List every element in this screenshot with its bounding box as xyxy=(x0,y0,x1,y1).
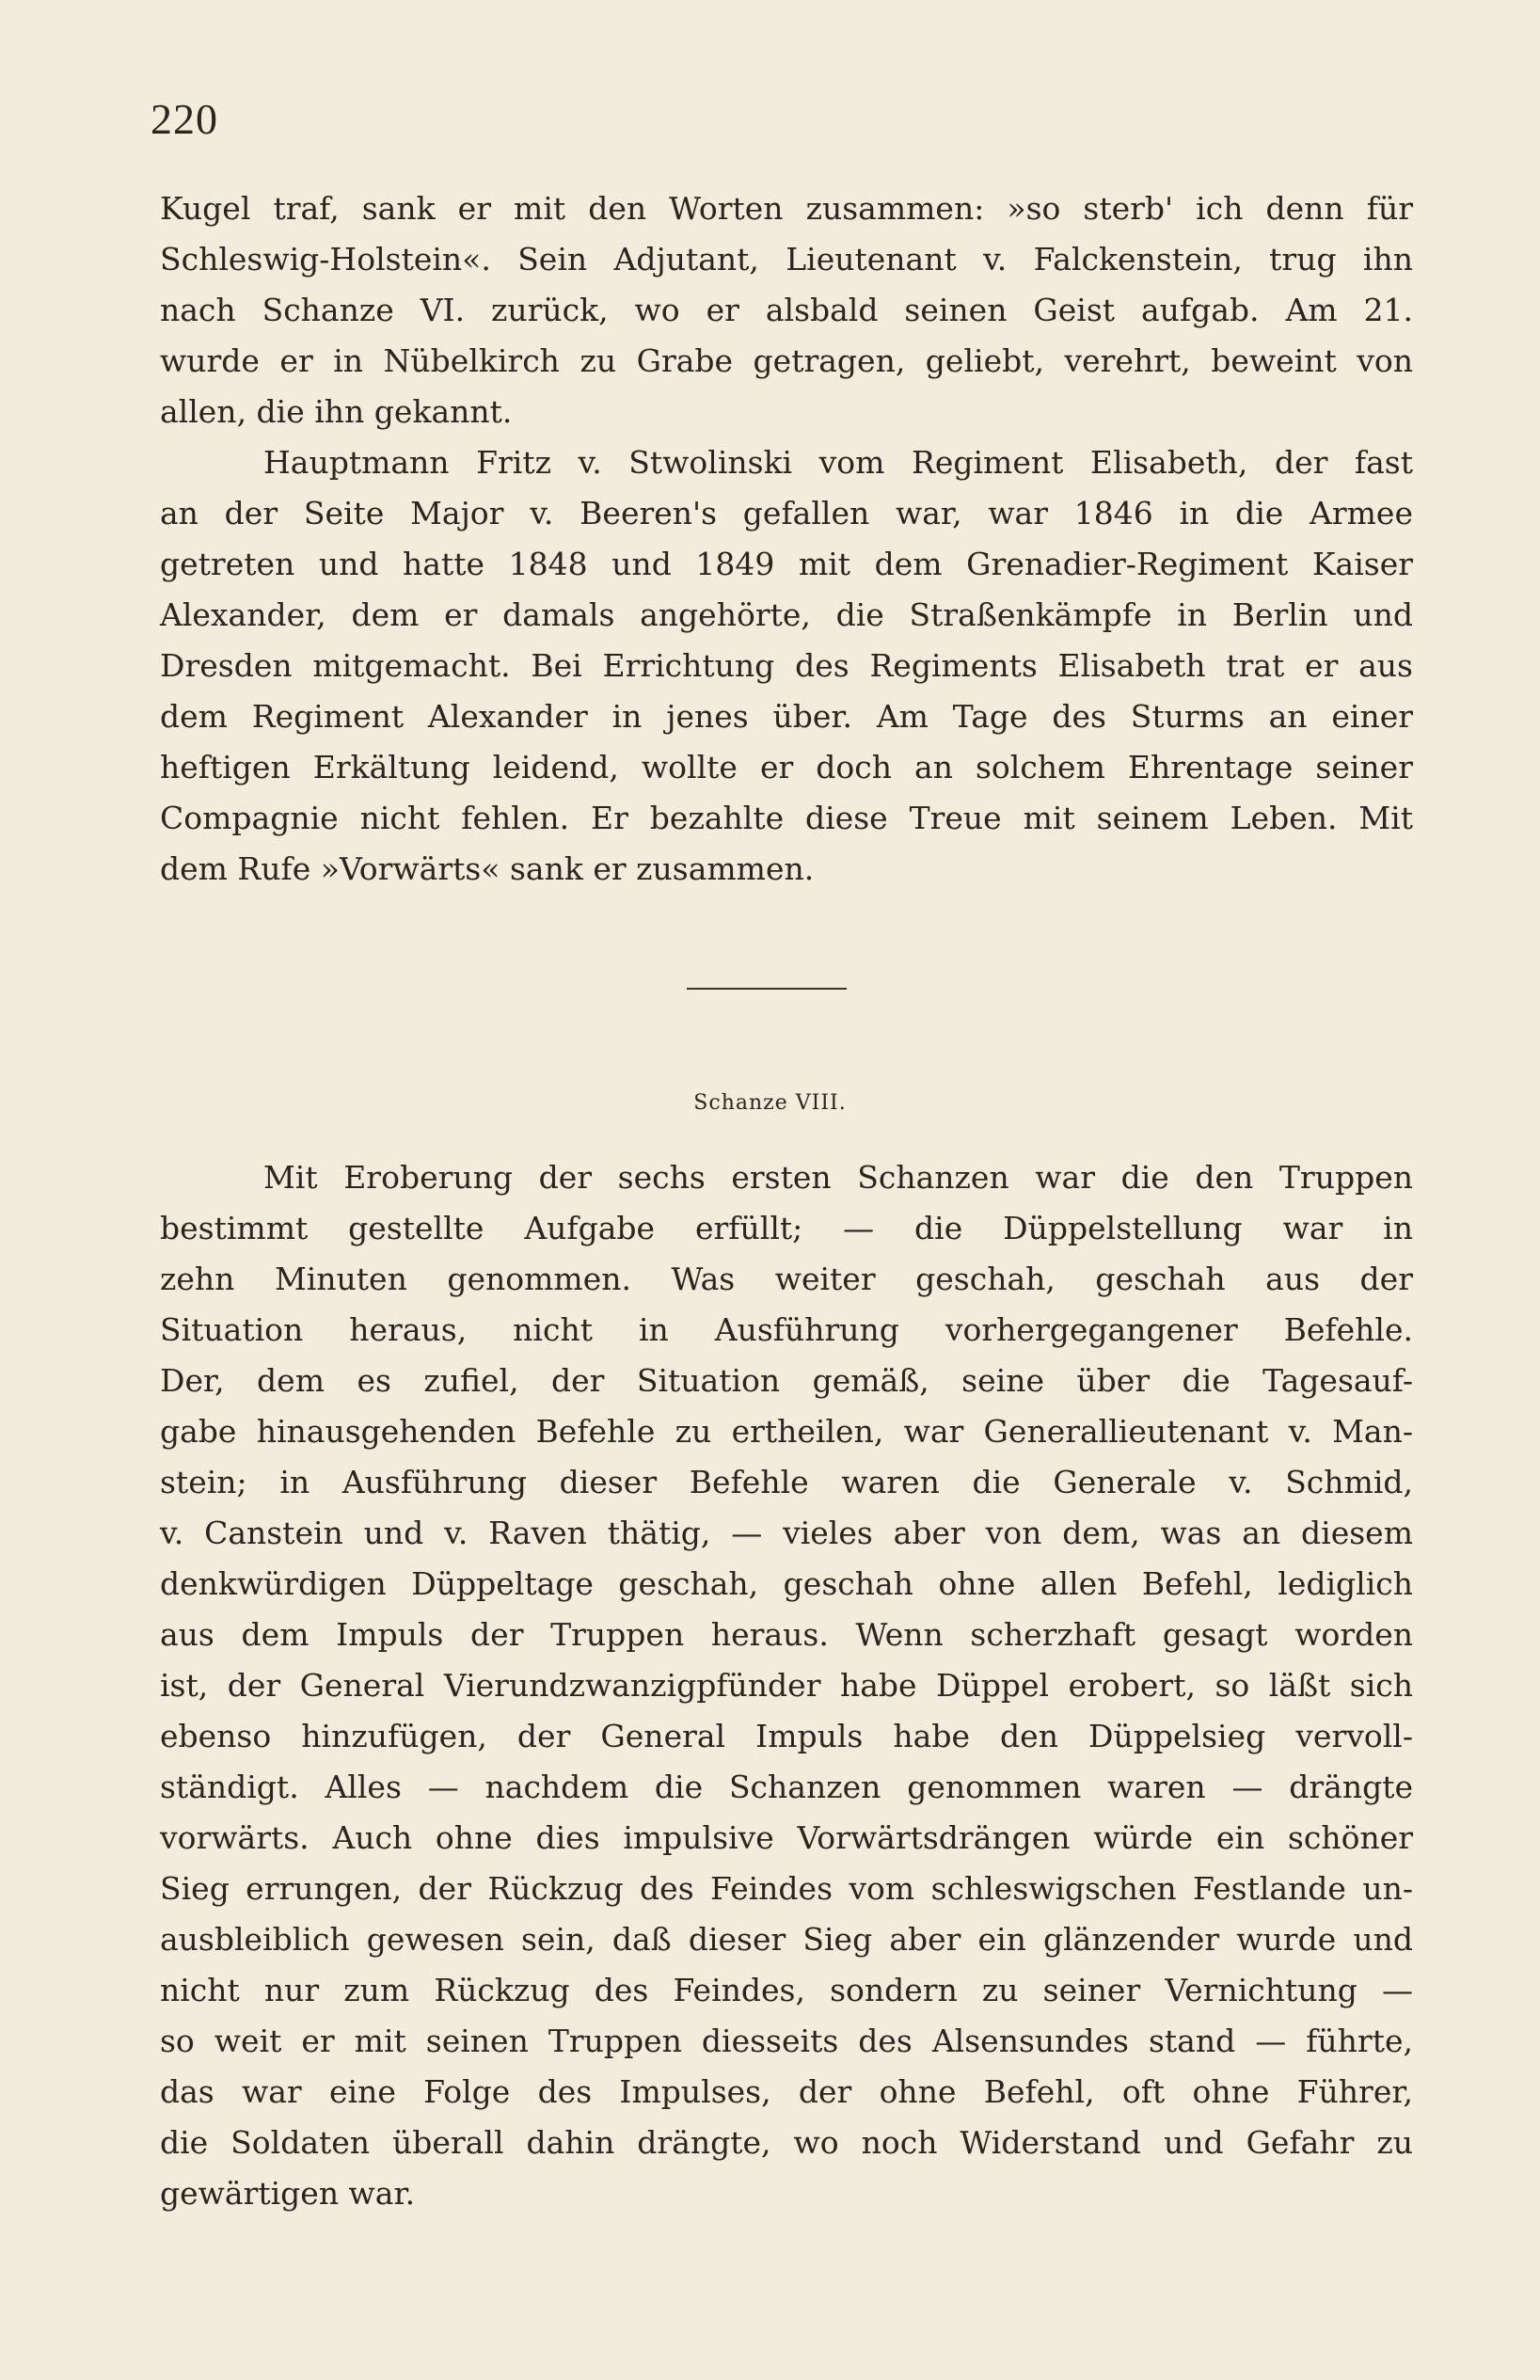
paragraph-2 xyxy=(160,437,1413,895)
text-line: Schleswig-Holstein«. Sein Adjutant, Lieutenant v. Falckenstein, trug ihn xyxy=(160,241,1413,278)
page-number: 220 xyxy=(151,95,218,143)
text-line: ausbleiblich gewesen sein, daß dieser Sieg aber ein glänzender wurde und xyxy=(160,1921,1413,1958)
text-line: Hauptmann Fritz v. Stwolinski vom Regiment Elisabeth, der fast xyxy=(263,444,1413,481)
text-line: die Soldaten überall dahin drängte, wo noch Widerstand und Gefahr zu xyxy=(160,2124,1413,2161)
text-line: denkwürdigen Düppeltage geschah, geschah ohne allen Befehl, lediglich xyxy=(160,1565,1413,1602)
paragraph-1 xyxy=(160,183,1413,437)
text-line: stein; in Ausführung dieser Befehle waren die Generale v. Schmid, xyxy=(160,1464,1413,1500)
text-line: v. Canstein und v. Raven thätig, — vieles aber von dem, was an diesem xyxy=(160,1515,1413,1551)
paragraph-3 xyxy=(160,1152,1413,2219)
text-line: gewärtigen war. xyxy=(160,2175,416,2212)
text-line: Mit Eroberung der sechs ersten Schanzen war die den Truppen xyxy=(263,1159,1413,1196)
text-line: dem Regiment Alexander in jenes über. Am Tage des Sturms an einer xyxy=(160,698,1413,735)
text-line: heftigen Erkältung leidend, wollte er doch an solchem Ehrentage seiner xyxy=(160,749,1413,785)
text-line: nach Schanze VI. zurück, wo er alsbald seinen Geist aufgab. Am 21. xyxy=(160,292,1413,328)
text-line: wurde er in Nübelkirch zu Grabe getragen, geliebt, verehrt, beweint von xyxy=(160,342,1413,379)
text-line: an der Seite Major v. Beeren's gefallen war, war 1846 in die Armee xyxy=(160,495,1413,532)
text-line: ist, der General Vierundzwanzigpfünder habe Düppel erobert, so läßt sich xyxy=(160,1667,1413,1704)
text-line: Compagnie nicht fehlen. Er bezahlte diese Treue mit seinem Leben. Mit xyxy=(160,800,1413,836)
text-line: bestimmt gestellte Aufgabe erfüllt; — die Düppelstellung war in xyxy=(160,1210,1413,1246)
text-line: dem Rufe »Vorwärts« sank er zusammen. xyxy=(160,850,815,887)
text-line: Kugel traf, sank er mit den Worten zusammen: »so sterb' ich denn für xyxy=(160,190,1413,227)
text-line: getreten und hatte 1848 und 1849 mit dem Grenadier-Regiment Kaiser xyxy=(160,546,1413,582)
text-line: Der, dem es zufiel, der Situation gemäß, seine über die Tagesauf- xyxy=(160,1362,1413,1399)
text-line: Sieg errungen, der Rückzug des Feindes vom schleswigschen Festlande un- xyxy=(160,1870,1413,1907)
text-line: gabe hinausgehenden Befehle zu ertheilen, war Generallieutenant v. Man- xyxy=(160,1413,1413,1450)
text-line: ständigt. Alles — nachdem die Schanzen genommen waren — drängte xyxy=(160,1769,1413,1805)
text-line: aus dem Impuls der Truppen heraus. Wenn scherzhaft gesagt worden xyxy=(160,1616,1413,1653)
text-line: Alexander, dem er damals angehörte, die Straßenkämpfe in Berlin und xyxy=(160,596,1413,633)
section-divider xyxy=(687,988,847,990)
text-line: zehn Minuten genommen. Was weiter geschah, geschah aus der xyxy=(160,1261,1413,1297)
text-line: Dresden mitgemacht. Bei Errichtung des Regiments Elisabeth trat er aus xyxy=(160,647,1413,684)
text-line: vorwärts. Auch ohne dies impulsive Vorwärtsdrängen würde ein schöner xyxy=(160,1819,1413,1856)
text-line: allen, die ihn gekannt. xyxy=(160,393,513,430)
section-heading: Schanze VIII. xyxy=(693,1091,847,1115)
text-line: das war eine Folge des Impulses, der ohne Befehl, oft ohne Führer, xyxy=(160,2073,1413,2110)
text-line: nicht nur zum Rückzug des Feindes, sondern zu seiner Vernichtung — xyxy=(160,1972,1413,2008)
text-line: so weit er mit seinen Truppen diesseits des Alsensundes stand — führte, xyxy=(160,2023,1413,2059)
text-line: ebenso hinzufügen, der General Impuls habe den Düppelsieg vervoll- xyxy=(160,1718,1413,1754)
text-line: Situation heraus, nicht in Ausführung vorhergegangener Befehle. xyxy=(160,1311,1413,1348)
